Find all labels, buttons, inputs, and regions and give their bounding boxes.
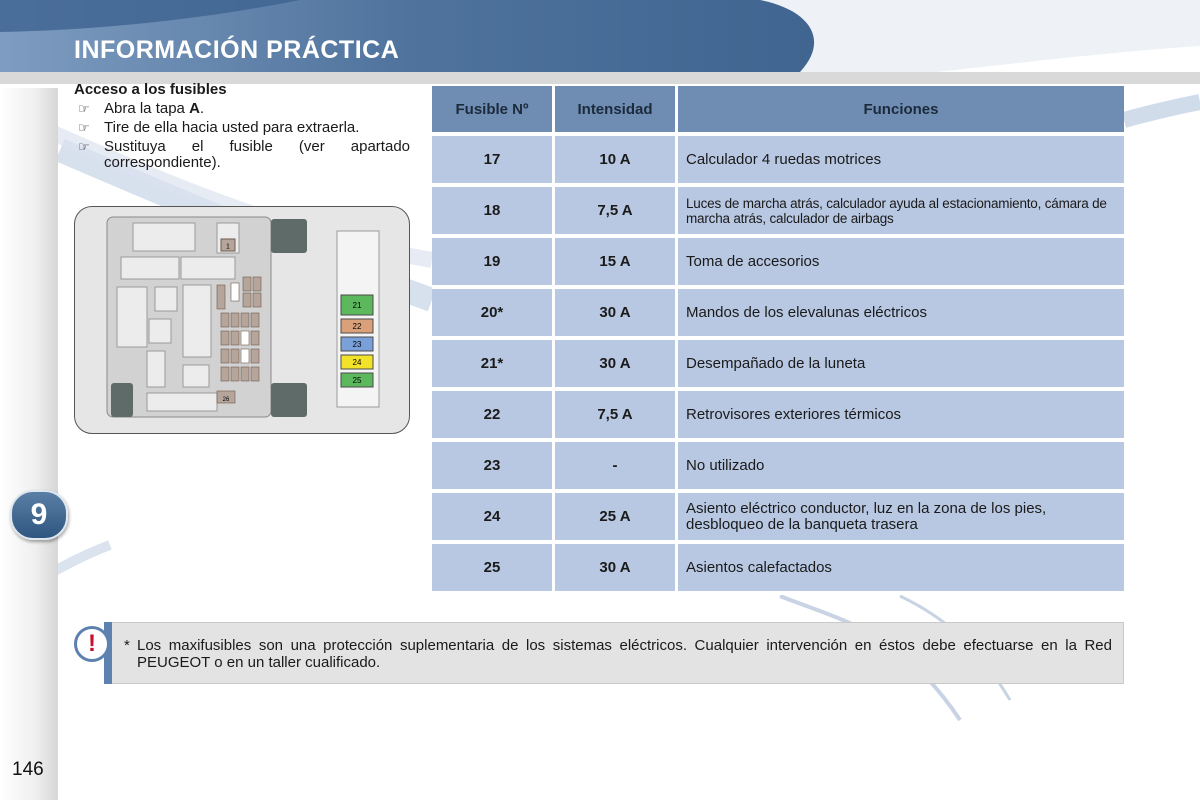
fuse-intensity: 30 A bbox=[555, 289, 678, 340]
fuse-function: Retrovisores exteriores térmicos bbox=[678, 391, 1124, 442]
svg-text:25: 25 bbox=[352, 376, 362, 385]
fuse-number: 18 bbox=[432, 187, 555, 238]
note-body: Los maxifusibles son una protección suplementaria de los sistemas eléctricos. Cualquier intervención en éstos debe efectuarse en la Red PEUGEOT o en un taller cualificado. bbox=[137, 637, 1112, 671]
fuse-function: No utilizado bbox=[678, 442, 1124, 493]
fuse-number: 23 bbox=[432, 442, 555, 493]
svg-text:23: 23 bbox=[352, 340, 362, 349]
pointing-hand-icon: ☞ bbox=[78, 101, 90, 116]
pointing-hand-icon: ☞ bbox=[78, 120, 90, 135]
fuse-intensity: 7,5 A bbox=[555, 391, 678, 442]
instruction-step-emphasis: A bbox=[189, 100, 200, 117]
fuse-intensity: 25 A bbox=[555, 493, 678, 544]
warning-note bbox=[74, 622, 1124, 684]
fuse-function: Desempañado de la luneta bbox=[678, 340, 1124, 391]
chapter-badge: 9 bbox=[10, 490, 68, 540]
table-row bbox=[432, 187, 1124, 238]
fuse-intensity: 15 A bbox=[555, 238, 678, 289]
fuse-box-diagram bbox=[74, 206, 410, 434]
fuse-number: 20* bbox=[432, 289, 555, 340]
column-header-fuse: Fusible Nº bbox=[432, 86, 555, 136]
fuse-function: Asiento eléctrico conductor, luz en la zona de los pies, desbloqueo de la banqueta trasera bbox=[678, 493, 1124, 544]
fuse-function: Luces de marcha atrás, calculador ayuda al estacionamiento, cámara de marcha atrás, calculador de airbags bbox=[678, 187, 1124, 238]
fuse-number: 24 bbox=[432, 493, 555, 544]
column-header-functions: Funciones bbox=[678, 86, 1124, 136]
fuse-intensity: 30 A bbox=[555, 544, 678, 595]
table-row bbox=[432, 289, 1124, 340]
svg-text:21: 21 bbox=[352, 301, 362, 310]
instruction-step bbox=[74, 120, 410, 136]
svg-text:24: 24 bbox=[352, 358, 362, 367]
left-margin-strip bbox=[0, 88, 58, 800]
fuse-function: Mandos de los elevalunas eléctricos bbox=[678, 289, 1124, 340]
pointing-hand-icon: ☞ bbox=[78, 139, 90, 154]
instruction-step bbox=[74, 101, 410, 117]
instructions-heading: Acceso a los fusibles bbox=[74, 81, 227, 98]
table-row bbox=[432, 544, 1124, 595]
table-header-row bbox=[432, 86, 1124, 136]
svg-text:26: 26 bbox=[222, 397, 230, 403]
instruction-step bbox=[74, 139, 410, 171]
fuse-number: 22 bbox=[432, 391, 555, 442]
instructions-list bbox=[74, 101, 410, 171]
fuse-intensity: 10 A bbox=[555, 136, 678, 187]
fuse-number: 17 bbox=[432, 136, 555, 187]
svg-text:22: 22 bbox=[352, 322, 362, 331]
fuse-intensity: - bbox=[555, 442, 678, 493]
fuse-number: 21* bbox=[432, 340, 555, 391]
instruction-step-suffix: . bbox=[199, 100, 205, 117]
instruction-step-text: Sustituya el fusible (ver apartado correspondiente). bbox=[104, 138, 410, 171]
warning-exclamation-icon: ! bbox=[74, 626, 110, 662]
svg-text:1: 1 bbox=[226, 243, 230, 251]
table-row bbox=[432, 238, 1124, 289]
table-row bbox=[432, 442, 1124, 493]
table-row bbox=[432, 136, 1124, 187]
fuse-number: 25 bbox=[432, 544, 555, 595]
fuse-function: Calculador 4 ruedas motrices bbox=[678, 136, 1124, 187]
fuse-table bbox=[432, 86, 1124, 595]
column-header-intensity: Intensidad bbox=[555, 86, 678, 136]
page-title: INFORMACIÓN PRÁCTICA bbox=[74, 36, 400, 64]
fuse-box-illustration bbox=[75, 207, 409, 433]
table-row bbox=[432, 493, 1124, 544]
fuse-number: 19 bbox=[432, 238, 555, 289]
fuse-function: Toma de accesorios bbox=[678, 238, 1124, 289]
fuse-access-instructions bbox=[74, 82, 410, 174]
page-number: 146 bbox=[12, 759, 44, 780]
table-row bbox=[432, 340, 1124, 391]
fuse-intensity: 30 A bbox=[555, 340, 678, 391]
instruction-step-text: Tire de ella hacia usted para extraerla. bbox=[104, 119, 360, 136]
fuse-function: Asientos calefactados bbox=[678, 544, 1124, 595]
note-marker: * bbox=[124, 637, 130, 654]
table-row bbox=[432, 391, 1124, 442]
note-text bbox=[124, 637, 1112, 671]
instruction-step-text: Abra la tapa bbox=[104, 100, 190, 117]
fuse-intensity: 7,5 A bbox=[555, 187, 678, 238]
